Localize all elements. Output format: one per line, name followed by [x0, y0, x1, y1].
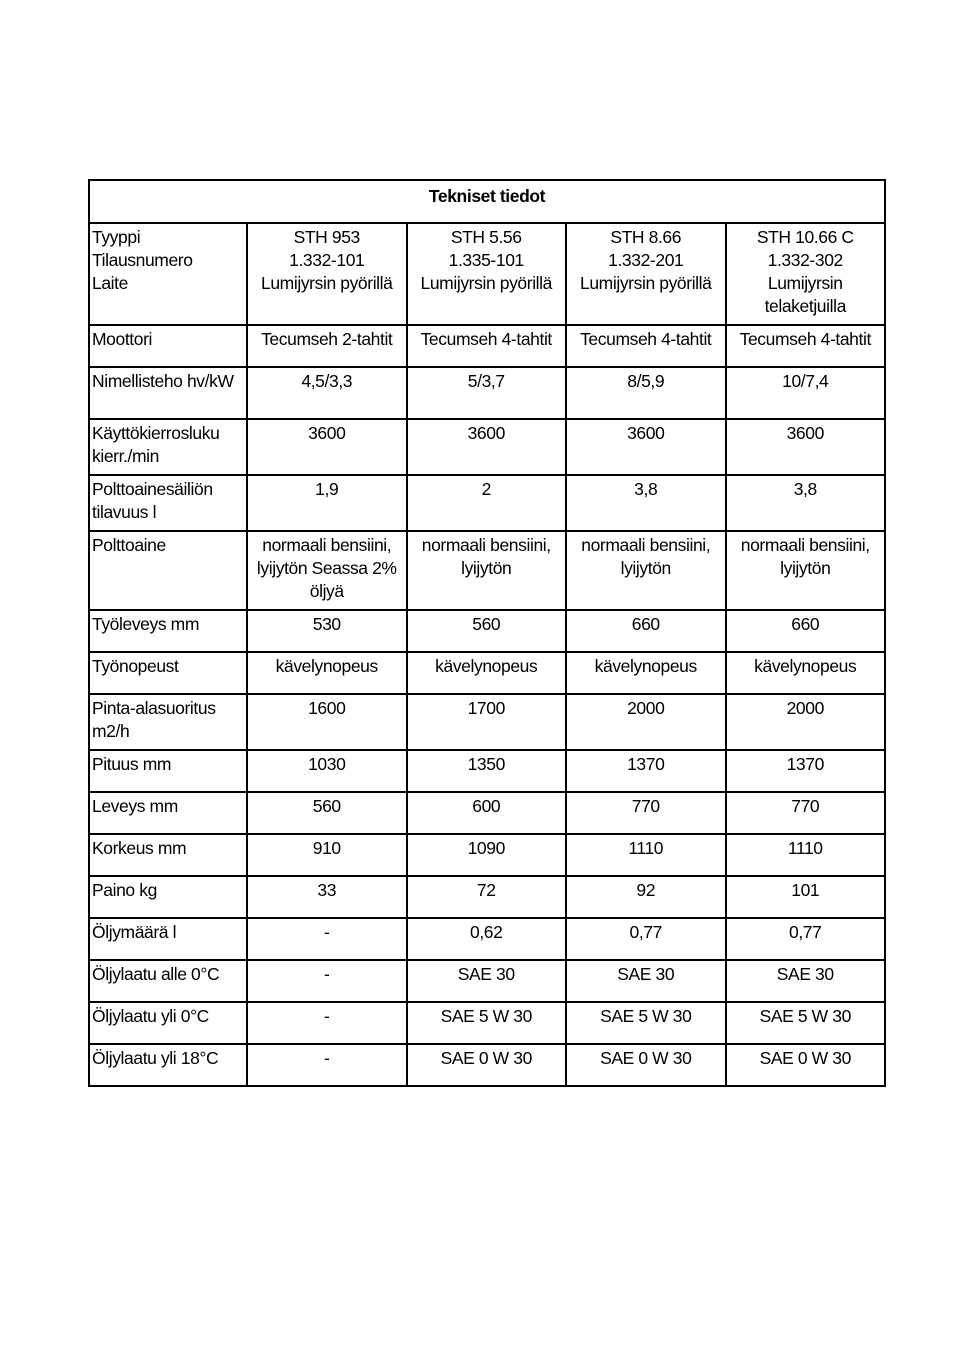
row-value: 2000 — [566, 694, 726, 750]
row-value: SAE 30 — [566, 960, 726, 1002]
row-value: 1600 — [247, 694, 407, 750]
model-header-row — [89, 223, 885, 325]
table-row — [89, 918, 885, 960]
row-value: 8/5,9 — [566, 367, 726, 419]
table-row — [89, 610, 885, 652]
row-value: SAE 30 — [726, 960, 886, 1002]
label-device: Laite — [92, 273, 128, 293]
technical-data-table — [88, 179, 886, 1087]
row-value: 1110 — [726, 834, 886, 876]
row-value: 530 — [247, 610, 407, 652]
table-body — [89, 223, 885, 1086]
row-value: SAE 5 W 30 — [407, 1002, 567, 1044]
row-value: kävelynopeus — [726, 652, 886, 694]
table-row — [89, 367, 885, 419]
row-value: 660 — [726, 610, 886, 652]
row-value: - — [247, 918, 407, 960]
row-value: 0,77 — [726, 918, 886, 960]
row-label: Polttoainesäiliön tilavuus l — [89, 475, 247, 531]
row-value: SAE 30 — [407, 960, 567, 1002]
row-value: 910 — [247, 834, 407, 876]
row-value: 101 — [726, 876, 886, 918]
row-value: 560 — [247, 792, 407, 834]
row-label: Öljylaatu yli 18°C — [89, 1044, 247, 1086]
row-value: 3600 — [726, 419, 886, 475]
row-value: SAE 0 W 30 — [407, 1044, 567, 1086]
row-label: Nimellisteho hv/kW — [89, 367, 247, 419]
model-device: Lumijyrsin pyörillä — [420, 273, 552, 293]
table-row — [89, 475, 885, 531]
row-value: - — [247, 960, 407, 1002]
row-value: 72 — [407, 876, 567, 918]
table-row — [89, 531, 885, 610]
row-value: SAE 0 W 30 — [726, 1044, 886, 1086]
table-row — [89, 694, 885, 750]
row-value: normaali bensiini, lyijytön — [566, 531, 726, 610]
row-value: 3600 — [247, 419, 407, 475]
row-value: 33 — [247, 876, 407, 918]
row-value: 1370 — [566, 750, 726, 792]
row-value: 1030 — [247, 750, 407, 792]
row-value: 1110 — [566, 834, 726, 876]
row-label: Pituus mm — [89, 750, 247, 792]
row-value: 2 — [407, 475, 567, 531]
row-label: Korkeus mm — [89, 834, 247, 876]
table-row — [89, 834, 885, 876]
row-value: Tecumseh 4-tahtit — [566, 325, 726, 367]
row-label: Öljymäärä l — [89, 918, 247, 960]
row-label: Öljylaatu alle 0°C — [89, 960, 247, 1002]
table-row — [89, 876, 885, 918]
row-value: SAE 0 W 30 — [566, 1044, 726, 1086]
table-row — [89, 792, 885, 834]
row-value: 4,5/3,3 — [247, 367, 407, 419]
row-value: Tecumseh 4-tahtit — [407, 325, 567, 367]
row-value: 0,77 — [566, 918, 726, 960]
row-label: Öljylaatu yli 0°C — [89, 1002, 247, 1044]
model-type: STH 8.66 — [610, 227, 682, 247]
row-value: 1700 — [407, 694, 567, 750]
row-value: - — [247, 1044, 407, 1086]
table-row — [89, 1044, 885, 1086]
row-value: 92 — [566, 876, 726, 918]
model-cell — [407, 223, 567, 325]
row-value: 0,62 — [407, 918, 567, 960]
row-value: 1350 — [407, 750, 567, 792]
label-type: Tyyppi — [92, 227, 141, 247]
model-cell — [726, 223, 886, 325]
row-value: kävelynopeus — [566, 652, 726, 694]
row-label: Moottori — [89, 325, 247, 367]
row-value: 3600 — [566, 419, 726, 475]
table-row — [89, 960, 885, 1002]
row-label: Työnopeust — [89, 652, 247, 694]
model-device: Lumijyrsin pyörillä — [261, 273, 393, 293]
row-label: Leveys mm — [89, 792, 247, 834]
table-row — [89, 325, 885, 367]
model-type: STH 10.66 C — [756, 227, 854, 247]
row-value: 2000 — [726, 694, 886, 750]
model-device: Lumijyrsin pyörillä — [580, 273, 712, 293]
row-value: SAE 5 W 30 — [566, 1002, 726, 1044]
row-label: Pinta-alasuoritus m2/h — [89, 694, 247, 750]
row-value: 770 — [566, 792, 726, 834]
row-value: 560 — [407, 610, 567, 652]
table-row — [89, 652, 885, 694]
row-value: 3,8 — [726, 475, 886, 531]
row-value: Tecumseh 4-tahtit — [726, 325, 886, 367]
table-row — [89, 419, 885, 475]
row-label: Käyttökierrosluku kierr./min — [89, 419, 247, 475]
row-value: 5/3,7 — [407, 367, 567, 419]
row-value: 1090 — [407, 834, 567, 876]
row-value: 660 — [566, 610, 726, 652]
row-label: Polttoaine — [89, 531, 247, 610]
row-value: 1,9 — [247, 475, 407, 531]
label-order-number: Tilausnumero — [92, 250, 193, 270]
row-value: 10/7,4 — [726, 367, 886, 419]
row-value: normaali bensiini, lyijytön — [726, 531, 886, 610]
row-value: 3,8 — [566, 475, 726, 531]
model-order-number: 1.335-101 — [448, 250, 524, 270]
model-type: STH 5.56 — [450, 227, 522, 247]
model-order-number: 1.332-201 — [608, 250, 684, 270]
model-header-labels — [89, 223, 247, 325]
model-device: Lumijyrsin telaketjuilla — [764, 273, 846, 316]
row-value: Tecumseh 2-tahtit — [247, 325, 407, 367]
row-value: 600 — [407, 792, 567, 834]
table-title: Tekniset tiedot — [89, 180, 885, 223]
row-value: 770 — [726, 792, 886, 834]
row-value: - — [247, 1002, 407, 1044]
model-cell — [247, 223, 407, 325]
row-label: Työleveys mm — [89, 610, 247, 652]
table-row — [89, 1002, 885, 1044]
row-value: kävelynopeus — [247, 652, 407, 694]
model-type: STH 953 — [293, 227, 360, 247]
row-value: normaali bensiini, lyijytön Seassa 2% öljyä — [247, 531, 407, 610]
model-order-number: 1.332-101 — [289, 250, 365, 270]
table-row — [89, 750, 885, 792]
row-value: 1370 — [726, 750, 886, 792]
model-cell — [566, 223, 726, 325]
row-value: normaali bensiini, lyijytön — [407, 531, 567, 610]
row-value: 3600 — [407, 419, 567, 475]
model-order-number: 1.332-302 — [767, 250, 843, 270]
row-label: Paino kg — [89, 876, 247, 918]
row-value: kävelynopeus — [407, 652, 567, 694]
row-value: SAE 5 W 30 — [726, 1002, 886, 1044]
